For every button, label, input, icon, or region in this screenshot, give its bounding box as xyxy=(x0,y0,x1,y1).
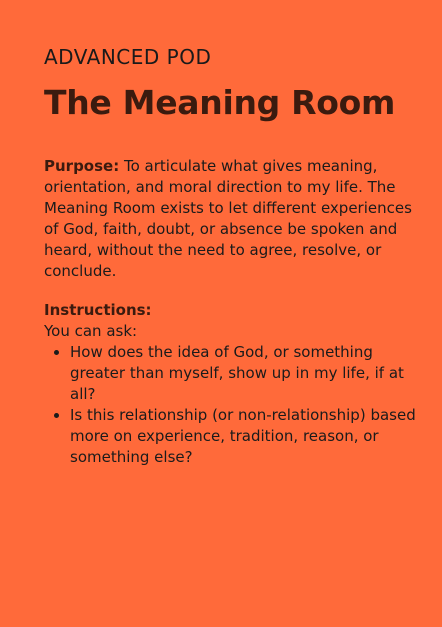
purpose-label: Purpose: xyxy=(44,157,120,175)
page-title: The Meaning Room xyxy=(44,83,396,122)
instructions-label: Instructions: xyxy=(44,301,152,319)
instructions-section xyxy=(44,300,416,468)
purpose-section xyxy=(44,156,416,282)
eyebrow-label: ADVANCED POD xyxy=(44,45,212,69)
instructions-intro: You can ask: xyxy=(44,322,138,340)
instructions-list xyxy=(44,342,416,468)
purpose-paragraph xyxy=(44,156,416,282)
list-item: • Is this relationship (or non-relationship) based more on experience, tradition, reason, or something else? xyxy=(70,405,416,468)
purpose-text: To articulate what gives meaning, orientation, and moral direction to my life. The Meaning Room exists to let different experiences of God, faith, doubt, or absence be spoken and heard, without the need to agree, resolve, or conclude. xyxy=(44,157,412,280)
page-card xyxy=(44,40,416,468)
list-item: • How does the idea of God, or something greater than myself, show up in my life, if at all? xyxy=(70,342,416,405)
